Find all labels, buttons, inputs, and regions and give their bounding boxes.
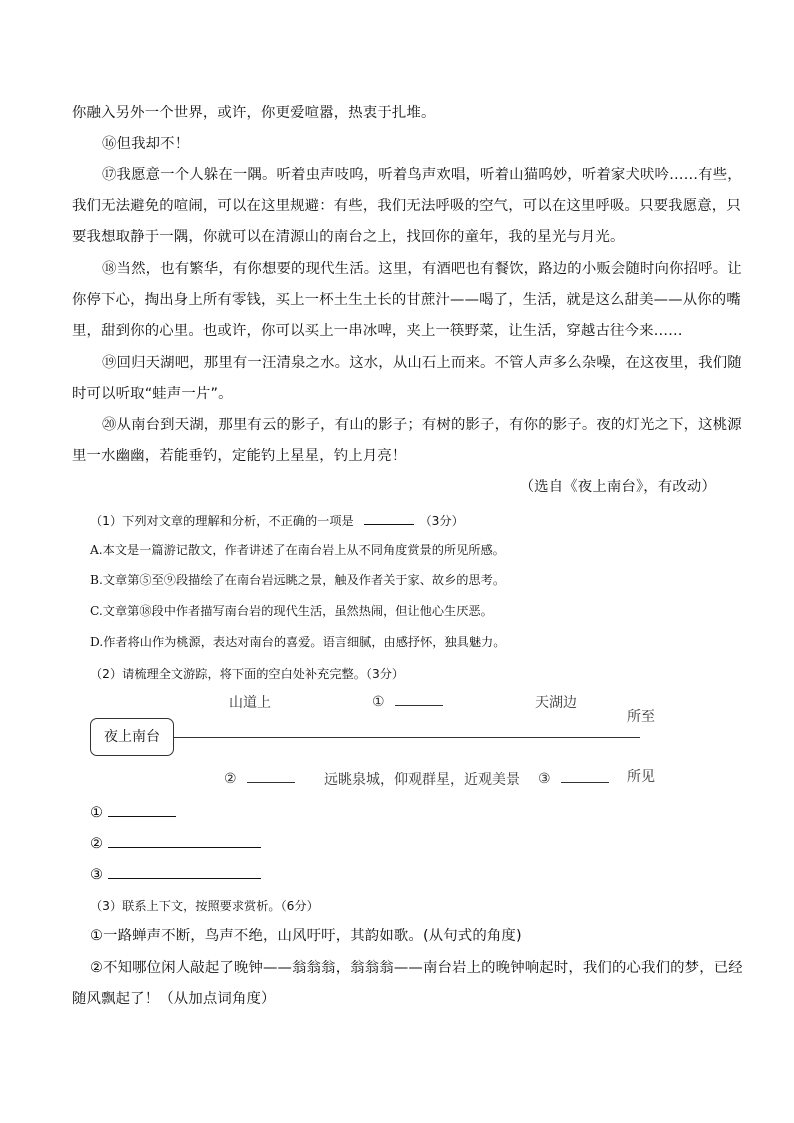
- answer-line-1-label: ①: [90, 805, 104, 821]
- source-citation: （选自《夜上南台》，有改动）: [519, 479, 716, 495]
- answer-blank-2[interactable]: [108, 833, 261, 848]
- paragraph-20-line-1: ⑳从南台到天湖，那里有云的影子，有山的影子；有树的影子，有你的影子。夜的灯光之下，这桃源: [102, 417, 742, 433]
- question-1-score: （3分）: [419, 514, 464, 528]
- question-3-item-2-line-1: ②不知哪位闲人敲起了晚钟——翁翁翁，翁翁翁——南台岩上的晚钟响起时，我们的心我们的梦，已经: [90, 960, 743, 976]
- diagram-title-box: 夜上南台: [90, 718, 174, 756]
- question-3-stem: （3）联系上下文，按照要求赏析。（6分）: [90, 899, 319, 913]
- passage-line: 你融入另外一个世界，或许，你更爱喧嚣，热衷于扎堆。: [72, 105, 436, 121]
- paragraph-19-line-2: 时可以听取“蛙声一片”。: [72, 386, 233, 402]
- diagram-label-seen: 所见: [627, 769, 655, 785]
- answer-blank-3[interactable]: [108, 864, 261, 879]
- diagram-bottom-circled-2: [224, 769, 295, 787]
- paragraph-17-line-1: ⑰我愿意一个人躲在一隅。听着虫声吱呜，听着鸟声欢唱，听着山猫呜妙，听着家犬吠吟……有些，: [102, 167, 742, 183]
- diagram-route-line: [174, 737, 640, 738]
- diagram-top-lake: 天湖边: [535, 695, 577, 711]
- answer-blank-q1[interactable]: [364, 510, 414, 525]
- paragraph-18-line-3: 里，甜到你的心里。也或许，你可以买上一串冰啤，夹上一筷野菜，让生活，穿越古往今来……: [72, 323, 683, 339]
- diagram-bottom-circled-2-label: ②: [224, 771, 237, 787]
- paragraph-17-line-3: 要我想取静于一隅，你就可以在清源山的南台之上，找回你的童年，我的星光与月光。: [72, 229, 625, 245]
- option-a: A.本文是一篇游记散文，作者讲述了在南台岩上从不同角度赏景的所见所感。: [90, 543, 505, 557]
- answer-line-3: [90, 864, 261, 885]
- diagram-label-visited: 所至: [627, 709, 655, 725]
- question-2-stem: （2）请梳理全文游踪，将下面的空白处补充完整。（3分）: [90, 667, 405, 681]
- option-c: C.文章第⑱段中作者描写南台岩的现代生活，虽然热闹，但让他心生厌恶。: [90, 604, 493, 618]
- paragraph-17-line-2: 我们无法避免的喧闹，可以在这里规避：有些，我们无法呼吸的空气，可以在这里呼吸。只要我愿意，只: [72, 198, 741, 214]
- diagram-blank-1[interactable]: [395, 692, 443, 706]
- answer-blank-1[interactable]: [108, 802, 176, 817]
- question-3-item-2-line-2: 随风飘起了！（从加点词角度）: [72, 991, 276, 1007]
- question-3-item-1: ①一路蝉声不断，鸟声不绝，山风吁吁，其韵如歌。(从句式的角度): [90, 928, 522, 944]
- question-1-text: （1）下列对文章的理解和分析，不正确的一项是: [90, 514, 354, 528]
- paragraph-16: ⑯但我却不！: [102, 136, 190, 152]
- diagram-bottom-views: 远眺泉城，仰观群星，近观美景: [324, 772, 520, 788]
- paragraph-18-line-2: 你停下心，掏出身上所有零钱，买上一杯土生土长的甘蔗汁——喝了，生活，就是这么甜美——从你的嘴: [72, 292, 741, 308]
- answer-line-2-label: ②: [90, 836, 104, 852]
- diagram-top-circled-1-label: ①: [372, 694, 385, 710]
- option-b: B.文章第⑤至⑨段描绘了在南台岩远眺之景，触及作者关于家、故乡的思考。: [90, 573, 506, 587]
- paragraph-19-line-1: ⑲回归天湖吧，那里有一汪清泉之水。这水，从山石上而来。不管人声多么杂噪，在这夜里，我们随: [102, 355, 742, 371]
- option-d: D.作者将山作为桃源，表达对南台的喜爱。语言细腻，由感抒怀，独具魅力。: [90, 635, 506, 649]
- diagram-top-circled-1: [372, 692, 443, 710]
- paragraph-20-line-2: 里一水幽幽，若能垂钓，定能钓上星星，钓上月亮！: [72, 448, 407, 464]
- diagram-bottom-circled-3: [538, 769, 609, 787]
- diagram-bottom-circled-3-label: ③: [538, 771, 551, 787]
- question-1-stem: [90, 510, 464, 531]
- diagram-top-mountain-road: 山道上: [229, 695, 271, 711]
- answer-line-2: [90, 833, 261, 854]
- diagram-blank-2[interactable]: [247, 769, 295, 783]
- diagram-blank-3[interactable]: [561, 769, 609, 783]
- answer-line-1: [90, 802, 176, 823]
- paragraph-18-line-1: ⑱当然，也有繁华，有你想要的现代生活。这里，有酒吧也有餐饮，路边的小贩会随时向你招呼。让: [102, 261, 742, 277]
- answer-line-3-label: ③: [90, 867, 104, 883]
